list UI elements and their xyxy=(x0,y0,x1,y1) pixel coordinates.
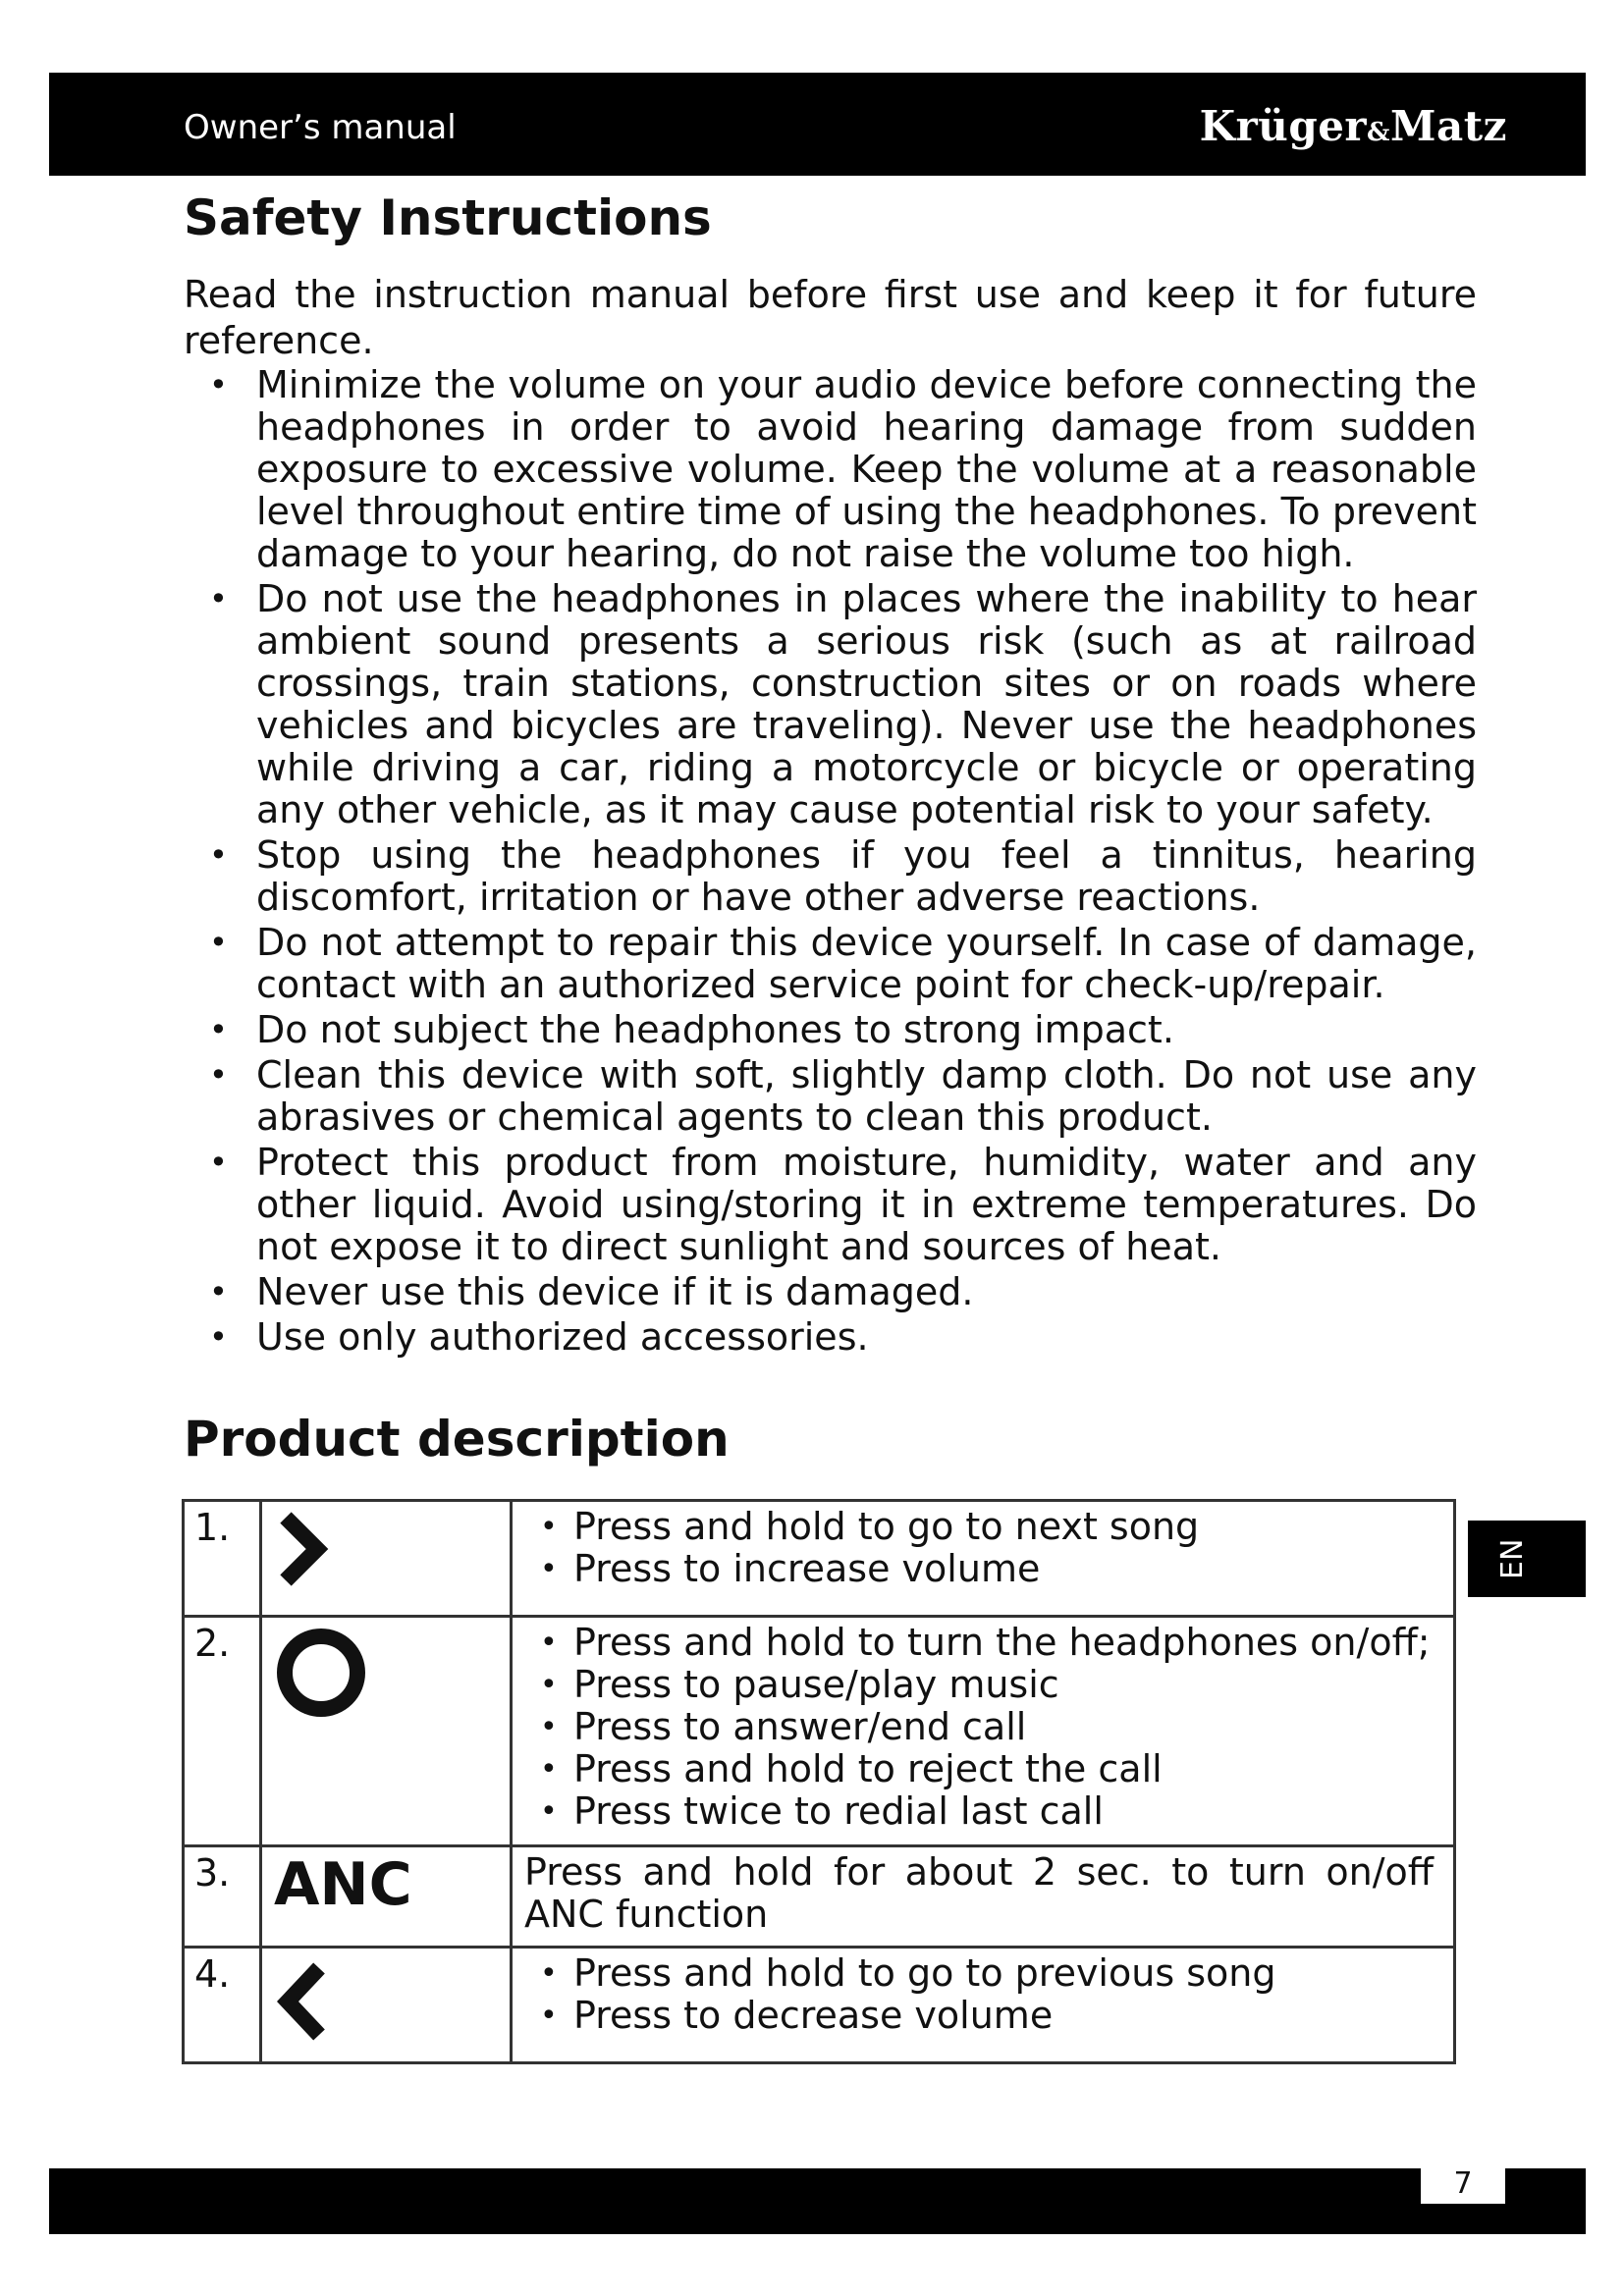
row-number: 3. xyxy=(184,1846,261,1948)
list-item: • Protect this product from moisture, humidity, water and any other liquid. Avoid using/storing it in extreme temperatures. Do not expose it to direct sunlight and sources of heat. xyxy=(209,1141,1477,1268)
chevron-right-icon xyxy=(274,1510,333,1588)
list-item: • Press and hold to reject the call xyxy=(540,1747,1163,1790)
table-row xyxy=(184,1501,1455,1617)
safety-list xyxy=(184,364,1477,1359)
product-description-table xyxy=(182,1499,1456,2064)
brand-logo: Krüger&Matz xyxy=(1199,102,1507,150)
safety-title: Safety Instructions xyxy=(184,189,712,246)
table-row xyxy=(184,1617,1455,1846)
list-item: • Press twice to redial last call xyxy=(540,1789,1104,1833)
list-item: • Press and hold to go to next song xyxy=(540,1505,1200,1548)
table-row xyxy=(184,1846,1455,1948)
row-number: 2. xyxy=(184,1617,261,1846)
footer-bar xyxy=(49,2168,1586,2234)
page-number: 7 xyxy=(1421,2164,1505,2204)
list-item: • Press to increase volume xyxy=(540,1547,1041,1590)
list-item: • Stop using the headphones if you feel a tinnitus, hearing discomfort, irritation or have other adverse reactions. xyxy=(209,833,1477,919)
main-content xyxy=(184,187,1477,1471)
power-circle-icon xyxy=(274,1626,368,1720)
anc-label: ANC xyxy=(274,1850,412,1919)
product-title: Product description xyxy=(184,1411,730,1468)
header-bar xyxy=(49,73,1586,176)
list-item: • Use only authorized accessories. xyxy=(209,1315,869,1359)
list-item: • Do not use the headphones in places where the inability to hear ambient sound presents a serious risk (such as at railroad crossings, train stations, construction sites or on roads where vehicles and bicycles are traveling). Never use the headphones while driving a car, riding a motorcycle or bicycle or operating any other vehicle, as it may cause potential risk to your safety. xyxy=(209,577,1477,831)
language-label: EN xyxy=(1495,1538,1530,1579)
safety-intro: Read the instruction manual before first use and keep it for future reference. xyxy=(184,273,1477,362)
list-item: • Never use this device if it is damaged. xyxy=(209,1270,974,1313)
list-item: • Minimize the volume on your audio device before connecting the headphones in order to avoid hearing damage from sudden exposure to excessive volume. Keep the volume at a reasonable level throughout entire time of using the headphones. To prevent damage to your hearing, do not raise the volume too high. xyxy=(209,363,1477,575)
anc-description: Press and hold for about 2 sec. to turn on/off ANC function xyxy=(524,1850,1434,1936)
language-tab xyxy=(1468,1521,1586,1597)
list-item: • Press to pause/play music xyxy=(540,1663,1059,1706)
chevron-left-icon xyxy=(274,1956,333,2045)
list-item: • Press and hold to go to previous song xyxy=(540,1951,1276,1995)
list-item: • Press and hold to turn the headphones on/off; xyxy=(540,1621,1431,1664)
header-title: Owner’s manual xyxy=(184,108,457,147)
table-row xyxy=(184,1948,1455,2063)
list-item: • Clean this device with soft, slightly damp cloth. Do not use any abrasives or chemical agents to clean this product. xyxy=(209,1053,1477,1139)
row-number: 4. xyxy=(184,1948,261,2063)
list-item: • Do not attempt to repair this device yourself. In case of damage, contact with an authorized service point for check-up/repair. xyxy=(209,921,1477,1006)
list-item: • Press to answer/end call xyxy=(540,1705,1027,1748)
list-item: • Do not subject the headphones to strong impact. xyxy=(209,1008,1174,1051)
row-number: 1. xyxy=(184,1501,261,1617)
list-item: • Press to decrease volume xyxy=(540,1994,1054,2037)
